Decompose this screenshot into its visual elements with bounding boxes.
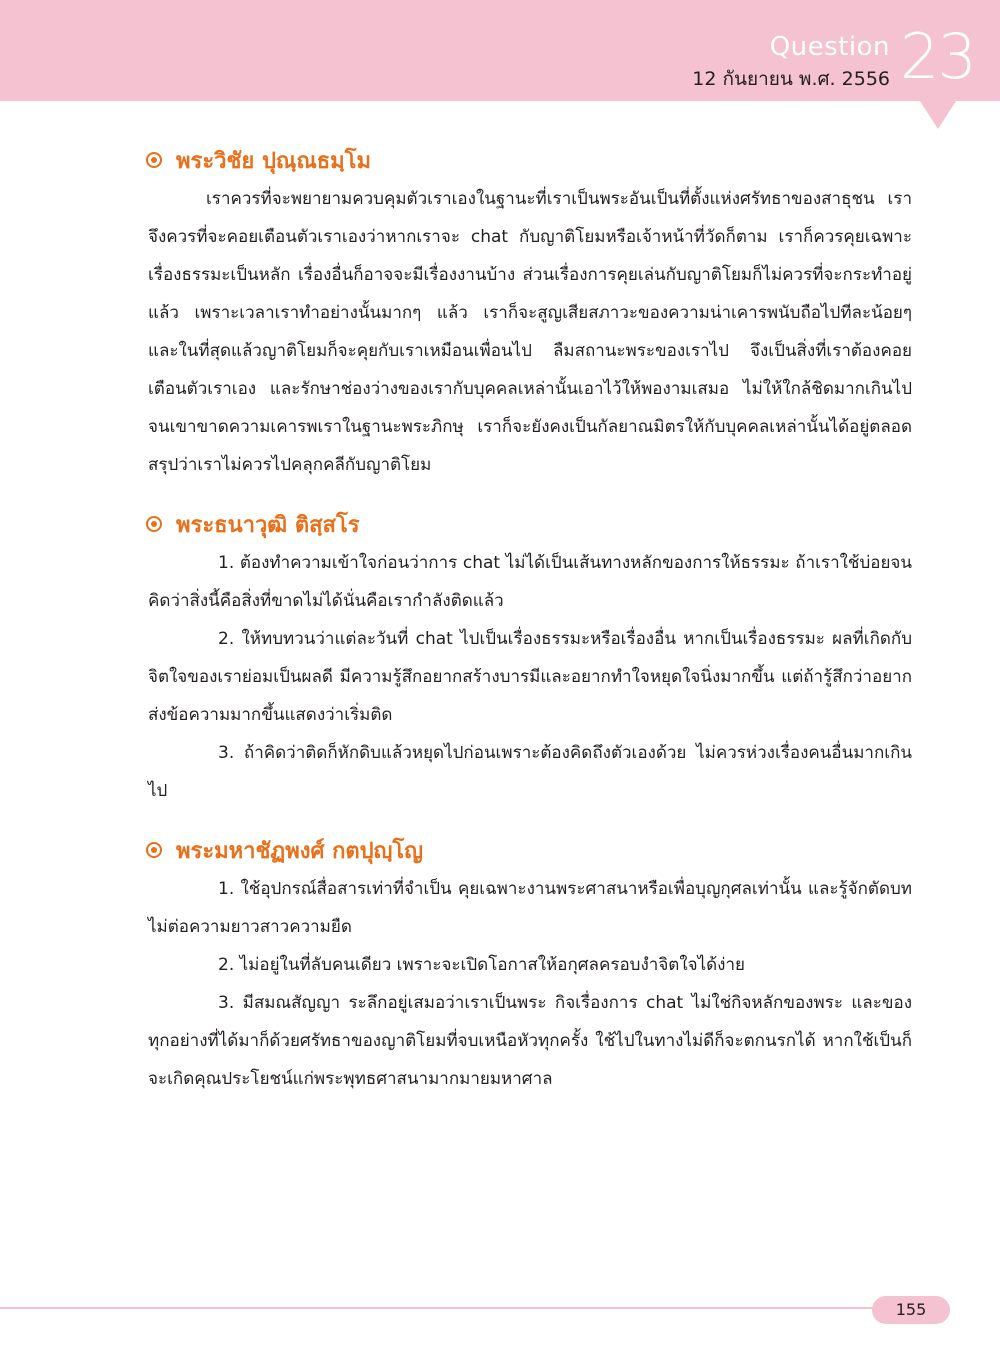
section-heading <box>146 140 912 180</box>
circle-bullet-icon <box>146 516 162 532</box>
header-speech-tail <box>920 101 956 129</box>
section-chatphong <box>148 830 912 1098</box>
circle-bullet-icon <box>146 152 162 168</box>
section-thanawut <box>148 504 912 810</box>
section-title: พระวิชัย ปุณฺณธมฺโม <box>176 148 372 174</box>
question-number: 23 <box>900 20 975 93</box>
section-heading <box>146 504 912 544</box>
list-item: 1. ใช้อุปกรณ์สื่อสารเท่าที่จำเป็น คุยเฉพาะงานพระศาสนาหรือเพื่อบุญกุศลเท่านั้น และรู้จักตัดบทไม่ต่อความยาวสาวความยืด <box>148 879 912 937</box>
list-item: 2. ไม่อยู่ในที่ลับคนเดียว เพราะจะเปิดโอกาสให้อกุศลครอบงำจิตใจได้ง่าย <box>218 955 745 975</box>
list-item: 3. มีสมณสัญญา ระลึกอยู่เสมอว่าเราเป็นพระ กิจเรื่องการ chat ไม่ใช่กิจหลักของพระ และของทุกอย่างที่ได้มาก็ด้วยศรัทธาของญาติโยมที่จบเหนือหัวทุกครั้ง ใช้ไปในทางไม่ดีก็จะตกนรกได้ หากใช้เป็นก็จะเกิดคุณประโยชน์แก่พระพุทธศาสนามากมายมหาศาล <box>148 993 912 1089</box>
circle-bullet-icon <box>146 842 162 858</box>
section-heading <box>146 830 912 870</box>
section-wichai <box>148 140 912 484</box>
question-date: 12 กันยายน พ.ศ. 2556 <box>692 68 890 90</box>
list-item: 2. ให้ทบทวนว่าแต่ละวันที่ chat ไปเป็นเรื่องธรรมะหรือเรื่องอื่น หากเป็นเรื่องธรรมะ ผลที่เกิดกับจิตใจของเราย่อมเป็นผลดี มีความรู้สึกอยากสร้างบารมีและอยากทำใจหยุดใจนิ่งมากขึ้น แต่ถ้ารู้สึกว่าอยากส่งข้อความมากขึ้นแสดงว่าเริ่มติด <box>148 629 912 725</box>
question-label: Question <box>769 32 890 62</box>
main-content <box>148 140 912 1118</box>
footer-divider <box>0 1307 875 1309</box>
paragraph: เราควรที่จะพยายามควบคุมตัวเราเองในฐานะที่เราเป็นพระอันเป็นที่ตั้งแห่งศรัทธาของสาธุชน เราจึงควรที่จะคอยเตือนตัวเราเองว่าหากเราจะ chat กับญาติโยมหรือเจ้าหน้าที่วัดก็ตาม เราก็ควรคุยเฉพาะเรื่องธรรมะเป็นหลัก เรื่องอื่นก็อาจจะมีเรื่องงานบ้าง ส่วนเรื่องการคุยเล่นกับญาติโยมก็ไม่ควรที่จะกระทำอยู่แล้ว เพราะเวลาเราทำอย่างนั้นมากๆ แล้ว เราก็จะสูญเสียสภาวะของความน่าเคารพนับถือไปทีละน้อยๆ และในที่สุดแล้วญาติโยมก็จะคุยกับเราเหมือนเพื่อนไป ลืมสถานะพระของเราไป จึงเป็นสิ่งที่เราต้องคอยเตือนตัวเราเอง และรักษาช่องว่างของเรากับบุคคลเหล่านั้นเอาไว้ให้พองามเสมอ ไม่ให้ใกล้ชิดมากเกินไปจนเขาขาดความเคารพเราในฐานะพระภิกษุ เราก็จะยังคงเป็นกัลยาณมิตรให้กับบุคคลเหล่านั้นได้อยู่ตลอด สรุปว่าเราไม่ควรไปคลุกคลีกับญาติโยม <box>148 189 912 475</box>
section-title: พระธนาวุฒิ ติสฺสโร <box>176 512 360 538</box>
list-item: 1. ต้องทำความเข้าใจก่อนว่าการ chat ไม่ได้เป็นเส้นทางหลักของการให้ธรรมะ ถ้าเราใช้บ่อยจนคิดว่าสิ่งนี้คือสิ่งที่ขาดไม่ได้นั่นคือเรากำลังติดแล้ว <box>148 553 912 611</box>
page-number: 155 <box>872 1296 950 1324</box>
section-title: พระมหาชัฏพงศ์ กตปุญฺโญ <box>176 838 423 864</box>
list-item: 3. ถ้าคิดว่าติดก็หักดิบแล้วหยุดไปก่อนเพราะต้องคิดถึงตัวเองด้วย ไม่ควรห่วงเรื่องคนอื่นมากเกินไป <box>148 743 912 801</box>
